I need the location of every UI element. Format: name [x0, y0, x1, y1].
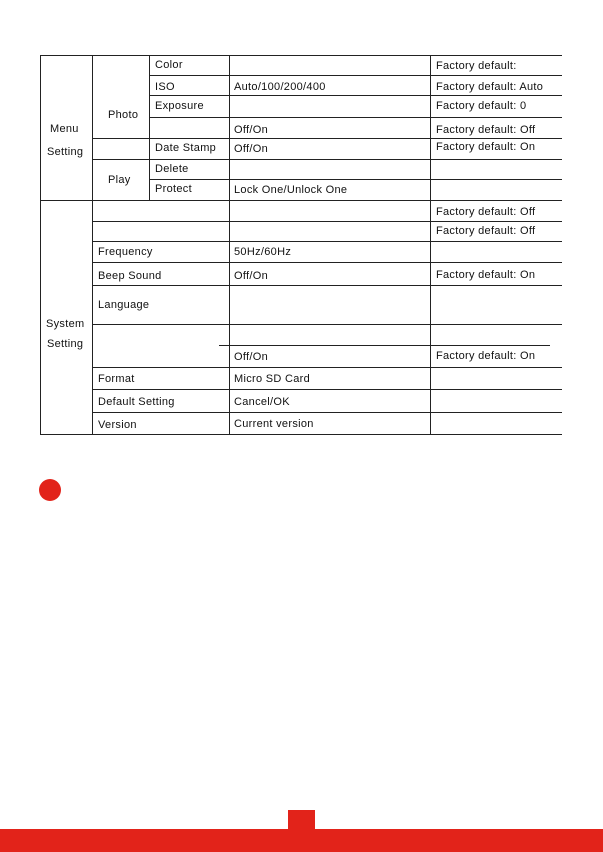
column-divider	[229, 55, 230, 435]
option-values: 50Hz/60Hz	[234, 246, 292, 258]
group-label-system: System	[46, 318, 85, 330]
row-divider	[149, 179, 562, 180]
section-divider	[40, 200, 562, 201]
row-divider	[92, 285, 562, 286]
group-label-menu: Menu	[50, 123, 79, 135]
row-divider	[92, 138, 562, 139]
subgroup-label-photo: Photo	[108, 109, 139, 121]
column-divider	[92, 55, 93, 435]
column-divider	[430, 55, 431, 435]
item-label: Exposure	[155, 100, 204, 112]
row-divider	[149, 95, 562, 96]
default-value: Factory default: On	[436, 141, 536, 153]
table-border-bottom	[40, 434, 562, 435]
item-label: Delete	[155, 163, 189, 175]
row-divider	[219, 345, 550, 346]
option-values: Cancel/OK	[234, 396, 290, 408]
note-bullet-icon	[39, 479, 61, 501]
table-border-left	[40, 55, 41, 435]
item-label: Beep Sound	[98, 270, 162, 282]
option-values: Off/On	[234, 124, 268, 136]
row-divider	[92, 241, 562, 242]
footer-band	[0, 829, 603, 852]
group-label-system-setting: Setting	[47, 338, 84, 350]
default-value: Factory default: Off	[436, 225, 536, 237]
option-values: Off/On	[234, 143, 268, 155]
option-values: Off/On	[234, 351, 268, 363]
default-value: Factory default: Off	[436, 124, 536, 136]
item-label: Default Setting	[98, 396, 175, 408]
row-divider	[149, 75, 562, 76]
option-values: Lock One/Unlock One	[234, 184, 348, 196]
option-values: Current version	[234, 418, 314, 430]
option-values: Auto/100/200/400	[234, 81, 326, 93]
item-label: Color	[155, 59, 183, 71]
row-divider	[92, 389, 562, 390]
subgroup-label-play: Play	[108, 174, 131, 186]
row-divider	[92, 159, 562, 160]
row-divider	[92, 262, 562, 263]
default-value: Factory default: Auto	[436, 81, 544, 93]
item-label: Date Stamp	[155, 142, 217, 154]
item-label: Protect	[155, 183, 192, 195]
row-divider	[92, 221, 562, 222]
item-label: Frequency	[98, 246, 153, 258]
default-value: Factory default:	[436, 60, 517, 72]
option-values: Micro SD Card	[234, 373, 311, 385]
item-label: Version	[98, 419, 137, 431]
option-values: Off/On	[234, 270, 268, 282]
row-divider	[149, 117, 562, 118]
page-number-box	[288, 810, 315, 830]
row-divider	[92, 367, 562, 368]
default-value: Factory default: On	[436, 269, 536, 281]
item-label: Format	[98, 373, 135, 385]
row-divider	[92, 412, 562, 413]
default-value: Factory default: On	[436, 350, 536, 362]
item-label: ISO	[155, 81, 175, 93]
default-value: Factory default: Off	[436, 206, 536, 218]
group-label-menu-setting: Setting	[47, 146, 84, 158]
item-label: Language	[98, 299, 150, 311]
row-divider	[92, 324, 562, 325]
default-value: Factory default: 0	[436, 100, 527, 112]
table-border-top	[40, 55, 562, 56]
